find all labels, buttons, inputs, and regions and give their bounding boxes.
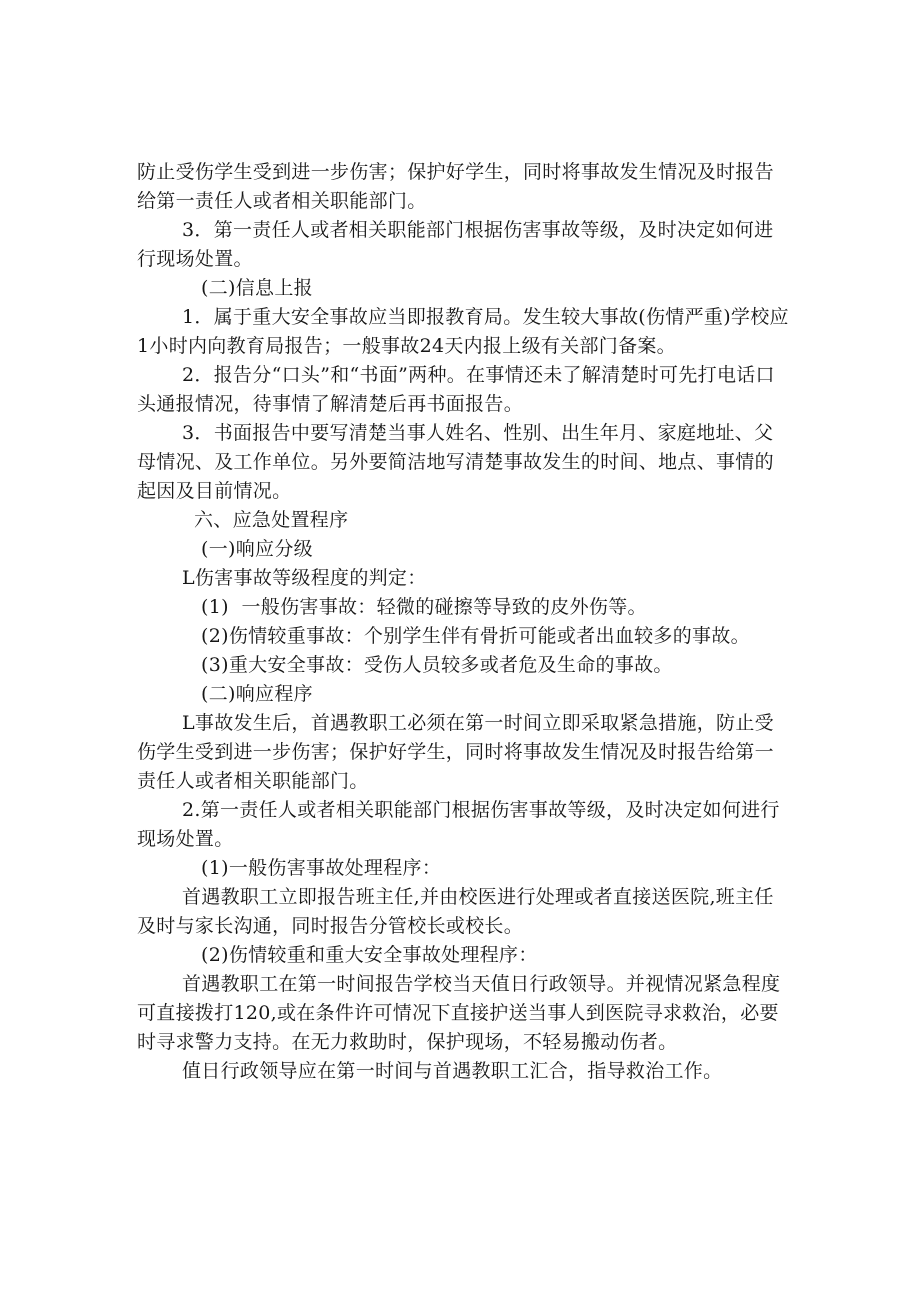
subsection-heading: (1)一般伤害事故处理程序：: [201, 857, 442, 879]
paragraph: 2.第一责任人或者相关职能部门根据伤害事故等级，及时决定如何进行现场处置。: [137, 799, 780, 850]
list-item: (1) 一般伤害事故：轻微的碰擦等导致的皮外伤等。: [201, 596, 647, 618]
paragraph: 3．书面报告中要写清楚当事人姓名、性别、出生年月、家庭地址、父母情况、及工作单位。另外要简洁地写清楚事故发生的时间、地点、事情的起因及目前情况。: [137, 422, 774, 502]
paragraph: 首遇教职工在第一时间报告学校当天值日行政领导。并视情况紧急程度可直接拨打120,或在条件许可情况下直接护送当事人到医院寻求救治，必要时寻求警力支持。在无力救助时，保护现场，不轻易搬动伤者。: [137, 973, 781, 1053]
paragraph: 3．第一责任人或者相关职能部门根据伤害事故等级，及时决定如何进行现场处置。: [137, 219, 774, 270]
document-body: [137, 158, 789, 1086]
section-heading: (二)信息上报: [201, 277, 313, 299]
paragraph: 1．属于重大安全事故应当即报教育局。发生较大事故(伤情严重)学校应1小时内向教育局报告；一般事故24天内报上级有关部门备案。: [137, 306, 789, 357]
paragraph: 2．报告分“口头”和“书面”两种。在事情还未了解清楚时可先打电话口头通报情况，待事情了解清楚后再书面报告。: [137, 364, 775, 415]
subsection-heading: (2)伤情较重和重大安全事故处理程序：: [201, 944, 538, 966]
list-item: (2)伤情较重事故：个别学生伴有骨折可能或者出血较多的事故。: [201, 625, 750, 647]
paragraph: L事故发生后，首遇教职工必须在第一时间立即采取紧急措施，防止受伤学生受到进一步伤害；保护好学生，同时将事故发生情况及时报告给第一责任人或者相关职能部门。: [137, 712, 774, 792]
chapter-heading: 六、应急处置程序: [194, 509, 349, 531]
paragraph: 防止受伤学生受到进一步伤害；保护好学生，同时将事故发生情况及时报告给第一责任人或者相关职能部门。: [137, 161, 774, 212]
section-heading: (一)响应分级: [201, 538, 313, 560]
paragraph: L伤害事故等级程度的判定：: [182, 567, 427, 589]
paragraph: 值日行政领导应在第一时间与首遇教职工汇合，指导救治工作。: [182, 1060, 723, 1082]
list-item: (3)重大安全事故：受伤人员较多或者危及生命的事故。: [201, 654, 673, 676]
section-heading: (二)响应程序: [201, 683, 313, 705]
paragraph: 首遇教职工立即报告班主任,并由校医进行处理或者直接送医院,班主任及时与家长沟通，同时报告分管校长或校长。: [137, 886, 774, 937]
